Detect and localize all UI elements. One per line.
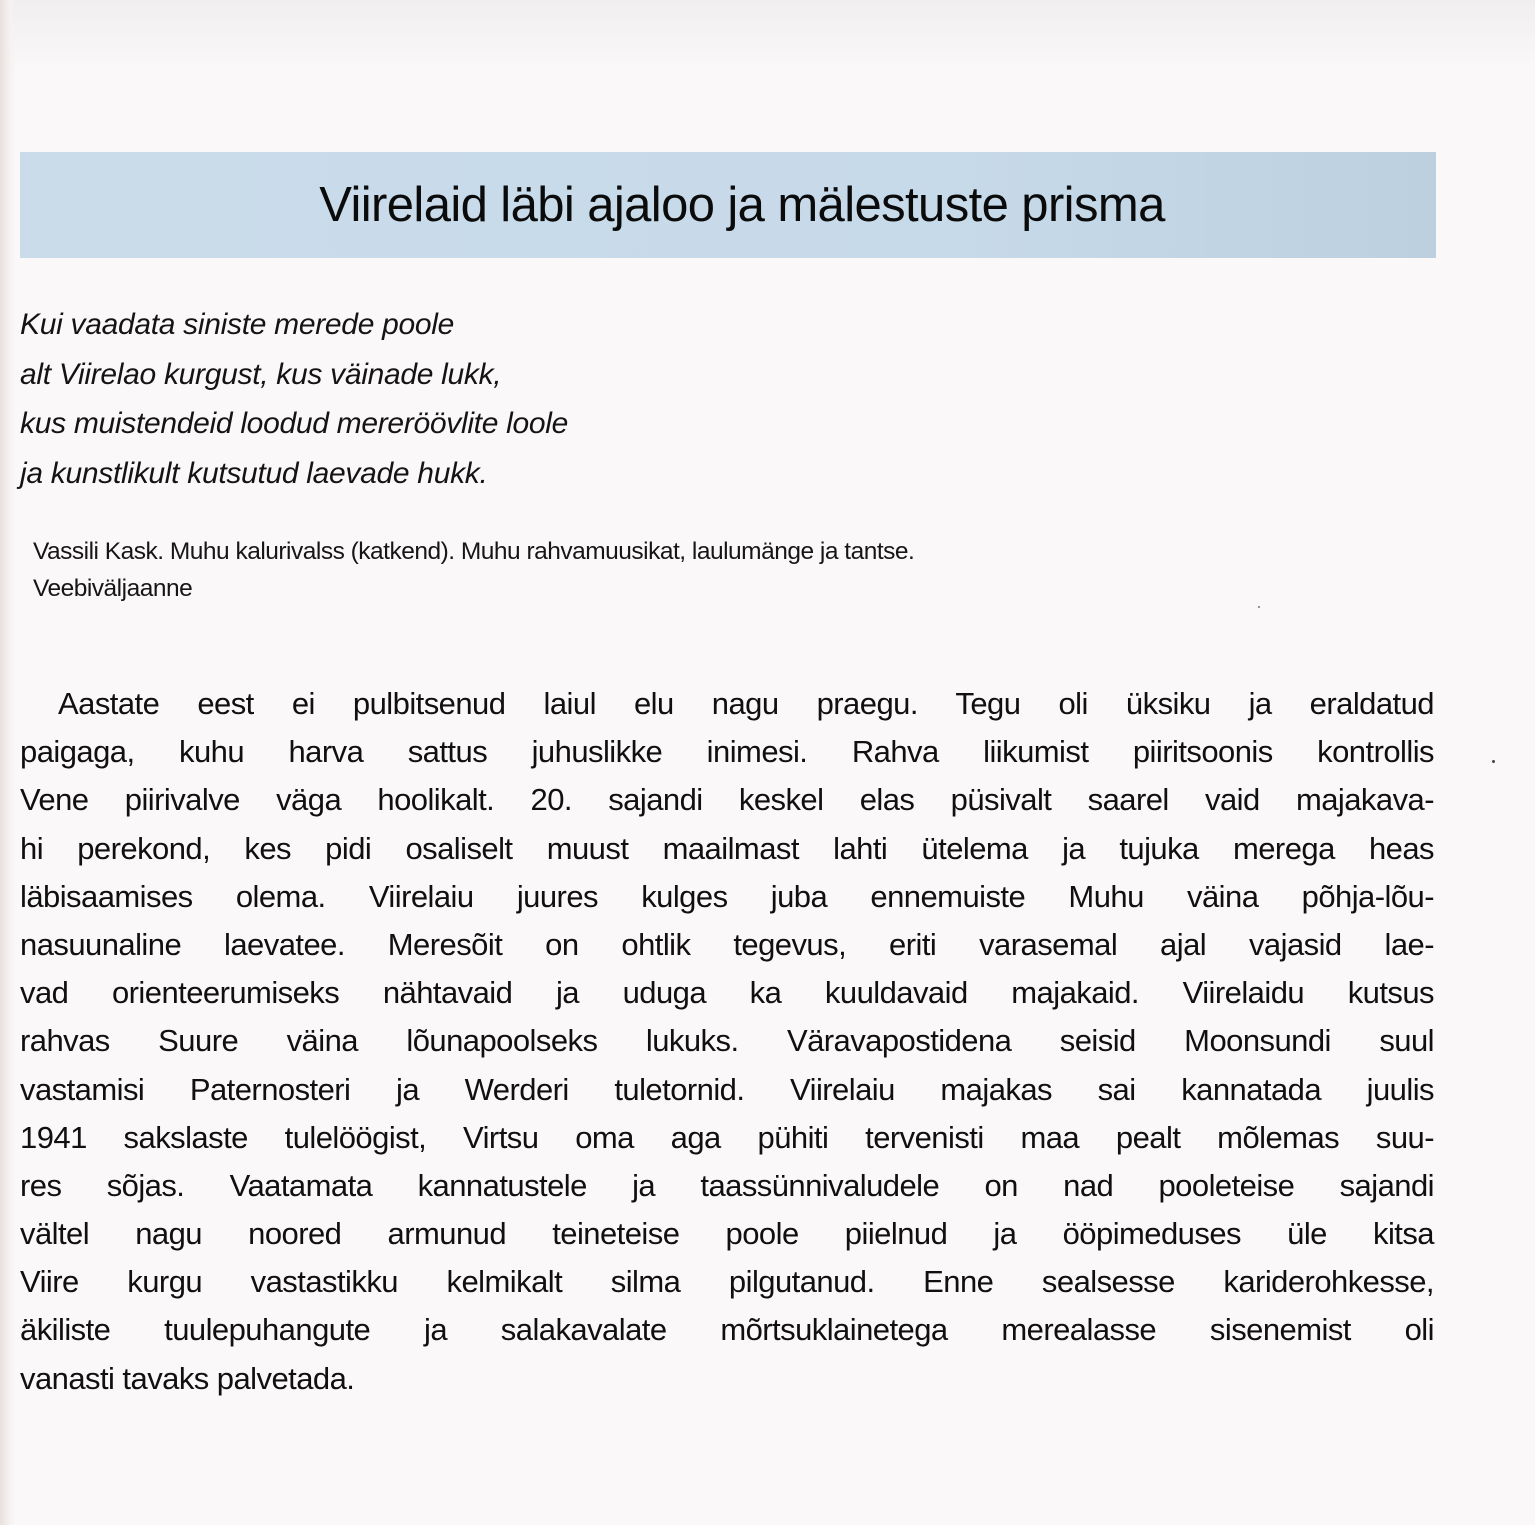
- poem-line: kus muistendeid loodud mereröövlite loole: [20, 407, 569, 440]
- page-title: Viirelaid läbi ajaloo ja mälestuste prisma: [319, 178, 1165, 232]
- poem-line: Kui vaadata siniste merede poole: [20, 308, 455, 341]
- page-gutter-shadow: [0, 0, 16, 1525]
- body-line: läbisaamises olema. Viirelaiu juures kulges juba ennemuiste Muhu väina põhja-lõu-: [20, 878, 1434, 914]
- body-line: 1941 sakslaste tulelöögist, Virtsu oma aga pühiti tervenisti maa pealt mõlemas suu-: [20, 1119, 1434, 1155]
- body-line: vanasti tavaks palvetada.: [20, 1360, 355, 1396]
- body-line: äkiliste tuulepuhangute ja salakavalate mõrtsuklainetega merealasse sisenemist oli: [20, 1312, 1434, 1348]
- paper-speck: [1492, 760, 1495, 763]
- title-banner: [20, 152, 1436, 258]
- poem-line: alt Viirelao kurgust, kus väinade lukk,: [20, 357, 502, 391]
- page-shadow-top: [0, 0, 1535, 70]
- body-line: res sõjas. Vaatamata kannatustele ja taassünnivaludele on nad pooleteise sajandi: [20, 1167, 1434, 1203]
- attribution-line: Veebiväljaanne: [33, 575, 193, 602]
- paper-speck: [1258, 606, 1260, 608]
- body-line: Vene piirivalve väga hoolikalt. 20. sajandi keskel elas püsivalt saarel vaid majakava-: [20, 782, 1434, 818]
- epigraph-poem: [20, 300, 920, 498]
- poem-line: ja kunstlikult kutsutud laevade hukk.: [20, 456, 488, 490]
- body-line: vad orienteerumiseks nähtavaid ja uduga ka kuuldavaid majakaid. Viirelaidu kutsus: [20, 975, 1434, 1011]
- body-line: Aastate eest ei pulbitsenud laiul elu nagu praegu. Tegu oli üksiku ja eraldatud: [58, 686, 1434, 721]
- body-line: vältel nagu noored armunud teineteise poole piielnud ja ööpimeduses üle kitsa: [20, 1216, 1434, 1252]
- body-line: Viire kurgu vastastikku kelmikalt silma pilgutanud. Enne sealsesse kariderohkesse,: [20, 1264, 1434, 1300]
- attribution-line: Vassili Kask. Muhu kalurivalss (katkend). Muhu rahvamuusikat, laulumänge ja tantse.: [33, 538, 915, 565]
- body-line: nasuunaline laevatee. Meresõit on ohtlik tegevus, eriti varasemal ajal vajasid lae-: [20, 926, 1434, 962]
- body-paragraph: [20, 680, 1434, 1403]
- body-line: paigaga, kuhu harva sattus juhuslikke inimesi. Rahva liikumist piiritsoonis kontrollis: [20, 734, 1434, 770]
- body-line: vastamisi Paternosteri ja Werderi tuletornid. Viirelaiu majakas sai kannatada juulis: [20, 1071, 1434, 1107]
- epigraph-attribution: [33, 533, 1413, 607]
- body-line: rahvas Suure väina lõunapoolseks lukuks. Väravapostidena seisid Moonsundi suul: [20, 1023, 1434, 1059]
- body-line: hi perekond, kes pidi osaliselt muust maailmast lahti ütelema ja tujuka merega heas: [20, 830, 1434, 866]
